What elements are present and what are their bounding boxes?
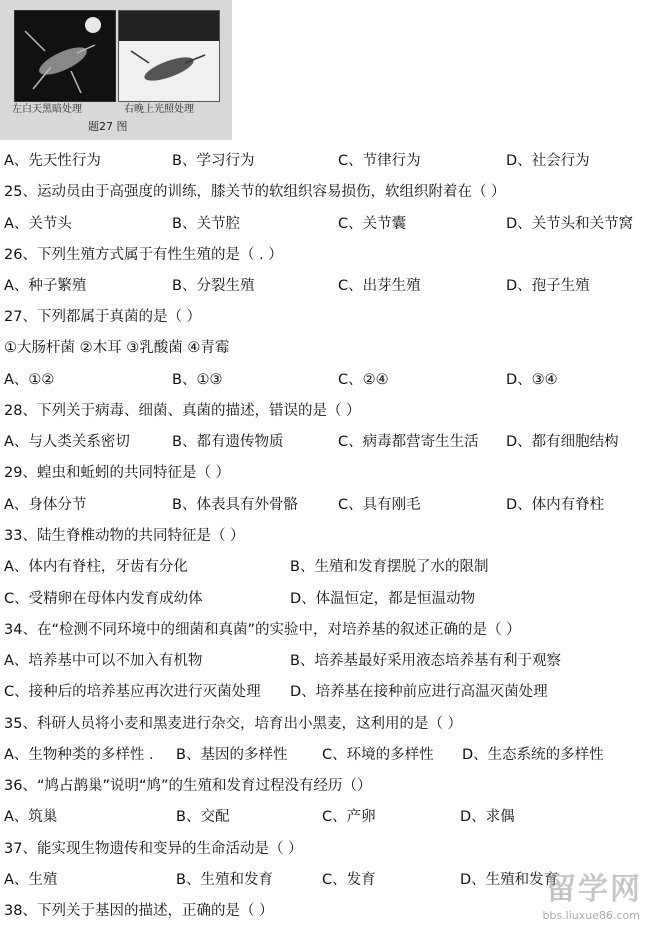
option-row bbox=[4, 148, 650, 174]
option-c: C、环境的多样性 bbox=[322, 747, 434, 763]
question-text: 37、能实现生物遗传和变异的生命活动是（ ） bbox=[4, 841, 303, 857]
option-a: A、培养基中可以不加入有机物 bbox=[4, 653, 203, 669]
option-d: D、都有细胞结构 bbox=[506, 434, 619, 450]
option-b: B、生殖和发育 bbox=[176, 872, 273, 888]
option-c: C、具有刚毛 bbox=[338, 497, 421, 513]
figure-title: 题27 图 bbox=[88, 120, 128, 133]
question-text: 35、科研人员将小麦和黑麦进行杂交，培育出小黑麦，这利用的是（ ） bbox=[4, 716, 463, 732]
option-d: D、孢子生殖 bbox=[506, 278, 590, 294]
option-c: C、接种后的培养基应再次进行灭菌处理 bbox=[4, 684, 261, 700]
question-text: 29、蝗虫和蚯蚓的共同特征是（ ） bbox=[4, 465, 231, 481]
option-b: B、体表具有外骨骼 bbox=[172, 497, 298, 513]
question-text: 38、下列关于基因的描述，正确的是（ ） bbox=[4, 903, 274, 919]
option-c: C、节律行为 bbox=[338, 153, 421, 169]
option-row bbox=[4, 804, 650, 830]
option-d: D、关节头和关节窝 bbox=[506, 216, 634, 232]
option-row bbox=[4, 429, 650, 455]
question-text: 25、运动员由于高强度的训练，膝关节的软组织容易损伤，软组织附着在（ ） bbox=[4, 184, 506, 200]
option-a: A、关节头 bbox=[4, 216, 72, 232]
option-a: A、生物种类的多样性 . bbox=[4, 747, 154, 763]
option-c: C、②④ bbox=[338, 372, 389, 388]
question-text: 26、下列生殖方式属于有性生殖的是（ . ） bbox=[4, 247, 283, 263]
question-text: 36、“鸠占鹊巢”说明“鸠”的生殖和发育过程没有经历（） bbox=[4, 778, 372, 794]
option-row bbox=[4, 648, 650, 674]
option-row bbox=[4, 742, 650, 768]
option-row bbox=[4, 492, 650, 518]
figure-panel-dark bbox=[14, 10, 116, 102]
option-b: B、交配 bbox=[176, 809, 230, 825]
question-27-figure bbox=[0, 0, 232, 140]
option-a: A、先天性行为 bbox=[4, 153, 101, 169]
option-a: A、体内有脊柱，牙齿有分化 bbox=[4, 559, 188, 575]
question-text: 34、在“检测不同环境中的细菌和真菌”的实验中，对培养基的叙述正确的是（ ） bbox=[4, 622, 521, 638]
question-text: 33、陆生脊椎动物的共同特征是（ ） bbox=[4, 528, 245, 544]
option-b: B、基因的多样性 bbox=[176, 747, 288, 763]
option-row bbox=[4, 679, 650, 705]
option-a: A、与人类关系密切 bbox=[4, 434, 130, 450]
option-c: C、关节囊 bbox=[338, 216, 407, 232]
option-b: B、学习行为 bbox=[172, 153, 255, 169]
figure-panel-light bbox=[118, 10, 220, 102]
option-row bbox=[4, 586, 650, 612]
option-a: A、①② bbox=[4, 372, 55, 388]
option-c: C、受精卵在母体内发育成幼体 bbox=[4, 591, 203, 607]
option-b: B、关节腔 bbox=[172, 216, 240, 232]
option-row bbox=[4, 554, 650, 580]
option-c: C、出芽生殖 bbox=[338, 278, 421, 294]
option-d: D、生态系统的多样性 bbox=[462, 747, 604, 763]
option-row bbox=[4, 273, 650, 299]
question-text: 27、下列都属于真菌的是（ ） bbox=[4, 309, 202, 325]
option-b: B、分裂生殖 bbox=[172, 278, 255, 294]
option-d: D、社会行为 bbox=[506, 153, 590, 169]
option-b: B、培养基最好采用液态培养基有利于观察 bbox=[290, 653, 561, 669]
watermark-logo: 留学网 bbox=[546, 872, 642, 907]
option-d: D、生殖和发育 bbox=[460, 872, 559, 888]
watermark-url: bbs.liuxue86.com bbox=[542, 909, 640, 922]
option-b: B、①③ bbox=[172, 372, 223, 388]
option-c: C、产卵 bbox=[322, 809, 376, 825]
figure-caption-right: 右晚上光照处理 bbox=[124, 104, 194, 115]
option-d: D、求偶 bbox=[460, 809, 515, 825]
option-a: A、种子繁殖 bbox=[4, 278, 87, 294]
option-a: A、筑巢 bbox=[4, 809, 58, 825]
option-c: C、发育 bbox=[322, 872, 376, 888]
option-b: B、生殖和发育摆脱了水的限制 bbox=[290, 559, 489, 575]
question-text: ①大肠杆菌 ②木耳 ③乳酸菌 ④青霉 bbox=[4, 340, 230, 356]
option-a: A、生殖 bbox=[4, 872, 58, 888]
option-d: D、体温恒定，都是恒温动物 bbox=[290, 591, 476, 607]
option-d: D、培养基在接种前应进行高温灭菌处理 bbox=[290, 684, 548, 700]
option-c: C、病毒都营寄生生活 bbox=[338, 434, 479, 450]
question-text: 28、下列关于病毒、细菌、真菌的描述，错误的是（ ） bbox=[4, 403, 361, 419]
option-d: D、③④ bbox=[506, 372, 558, 388]
option-row bbox=[4, 367, 650, 393]
option-a: A、身体分节 bbox=[4, 497, 87, 513]
option-d: D、体内有脊柱 bbox=[506, 497, 605, 513]
option-row bbox=[4, 211, 650, 237]
option-b: B、都有遗传物质 bbox=[172, 434, 284, 450]
figure-caption-left: 左白天黑暗处理 bbox=[12, 104, 82, 115]
